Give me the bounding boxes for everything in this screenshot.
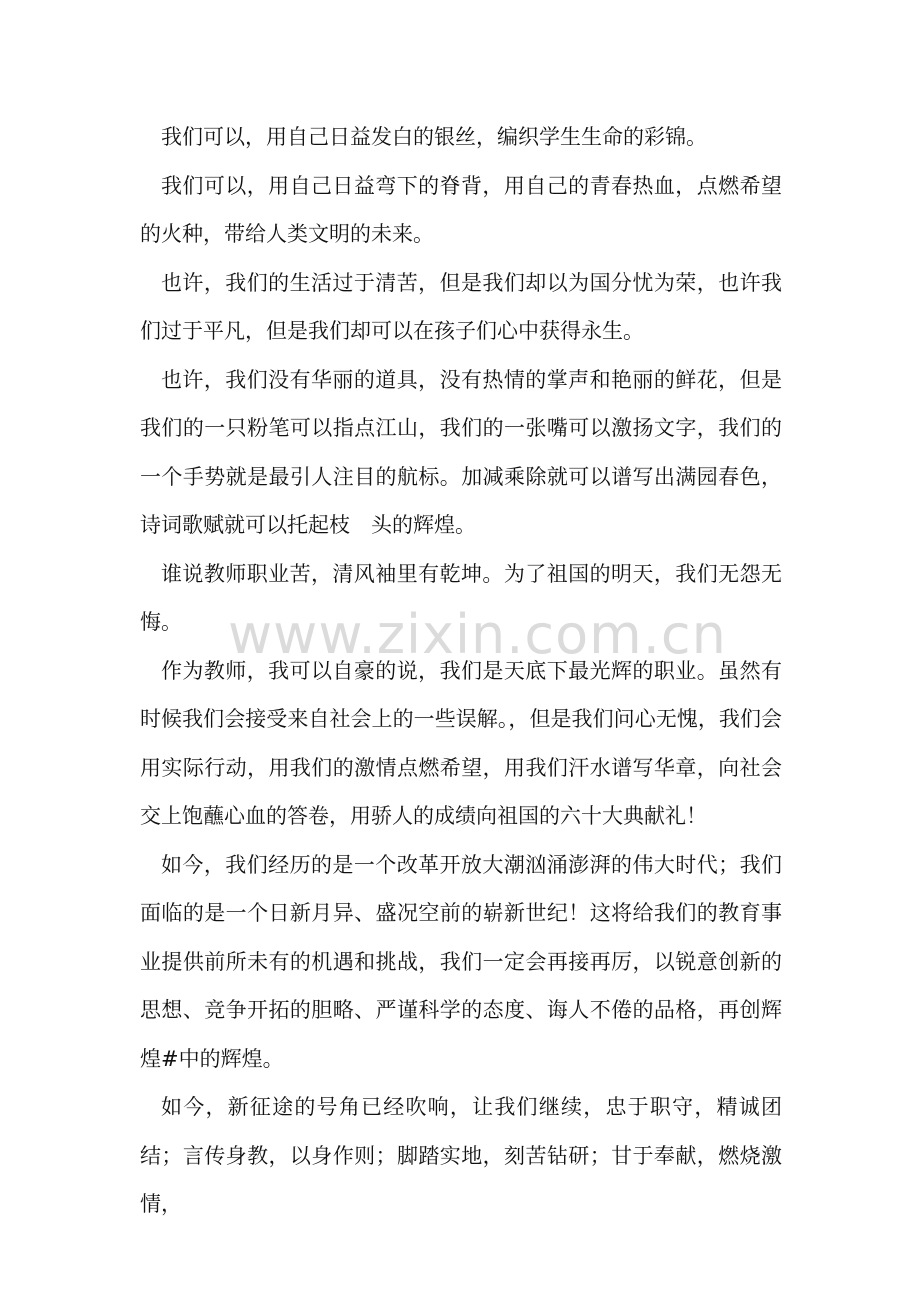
paragraph-5: 谁说教师职业苦，清风袖里有乾坤。为了祖国的明天，我们无怨无悔。	[140, 561, 782, 634]
document-body	[140, 113, 782, 1229]
watermark-text: www.zixin.com.cn	[228, 603, 727, 666]
paragraph-8: 如今，新征途的号角已经吹响，让我们继续，忠于职守，精诚团结；言传身教，以身作则；脚踏实地，刻苦钻研；甘于奉献，燃烧激情，	[140, 1095, 782, 1216]
paragraph-2: 我们可以，用自己日益弯下的脊背，用自己的青春热血，点燃希望的火种，带给人类文明的未来。	[140, 173, 782, 246]
paragraph-3: 也许，我们的生活过于清苦，但是我们却以为国分忧为荣，也许我们过于平凡，但是我们却可以在孩子们心中获得永生。	[140, 270, 782, 343]
paragraph-1: 我们可以，用自己日益发白的银丝，编织学生生命的彩锦。	[161, 125, 707, 149]
paragraph-6: 作为教师，我可以自豪的说，我们是天底下最光辉的职业。虽然有时候我们会接受来自社会上的一些误解。，但是我们问心无愧，我们会用实际行动，用我们的激情点燃希望，用我们汗水谱写华章，向社会交上饱蘸心血的答卷，用骄人的成绩向祖国的六十大典献礼！	[140, 658, 782, 828]
paragraph-4: 也许，我们没有华丽的道具，没有热情的掌声和艳丽的鲜花，但是我们的一只粉笔可以指点江山，我们的一张嘴可以激扬文字，我们的一个手势就是最引人注目的航标。加减乘除就可以谱写出满园春色，诗词歌赋就可以托起枝 头的辉煌。	[140, 367, 782, 537]
paragraph-7: 如今，我们经历的是一个改革开放大潮汹涌澎湃的伟大时代；我们面临的是一个日新月异、盛况空前的崭新世纪！这将给我们的教育事业提供前所未有的机遇和挑战，我们一定会再接再厉，以锐意创新的思想、竞争开拓的胆略、严谨科学的态度、诲人不倦的品格，再创辉煌#中的辉煌。	[140, 852, 782, 1071]
